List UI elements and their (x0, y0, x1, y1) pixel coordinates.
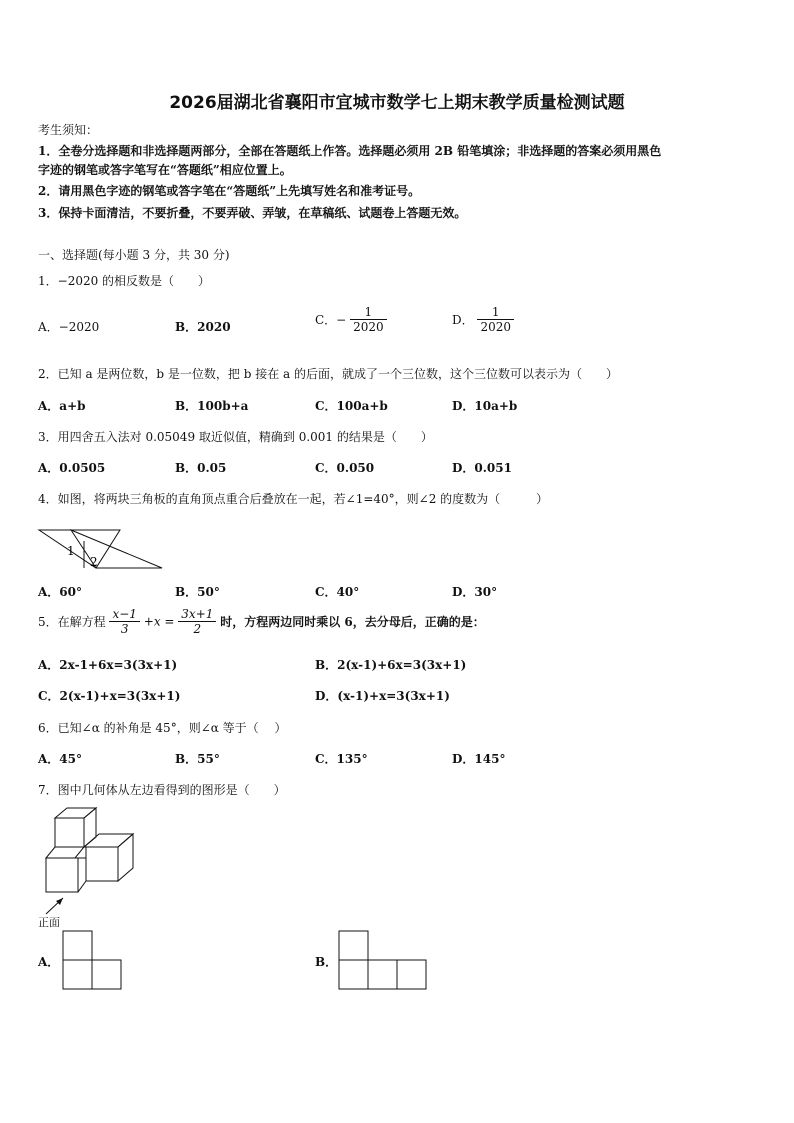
q1-option-a[interactable]: A．−2020 (38, 320, 100, 334)
q5-f2-denominator: 2 (178, 621, 216, 636)
q5-mid: +x = (143, 614, 175, 629)
notice-item-2: 2．请用黑色字迹的钢笔或答字笔在“答题纸”上先填写姓名和准考证号。 (38, 184, 421, 198)
q5-option-d[interactable]: D．(x-1)+x=3(3x+1) (315, 689, 450, 703)
q5-option-b[interactable]: B．2(x-1)+6x=3(3x+1) (315, 658, 467, 672)
page-title: 2026届湖北省襄阳市宜城市数学七上期末教学质量检测试题 (169, 93, 625, 113)
q7-option-a[interactable]: A． (38, 955, 60, 969)
q5-f1-denominator: 3 (109, 621, 139, 636)
q7-a-square-bottom-left (63, 960, 92, 989)
q7-b-square-bottom-3 (397, 960, 426, 989)
q1-stem: 1．−2020 的相反数是（ ） (38, 274, 211, 288)
q3-stem: 3．用四舍五入法对 0.05049 取近似值，精确到 0.001 的结果是（ ） (38, 430, 433, 444)
q3-option-a[interactable]: A．0.0505 (38, 461, 106, 475)
q1-option-c-label: C．− (315, 313, 347, 327)
q7-stem: 7．图中几何体从左边看得到的图形是（ ） (38, 783, 286, 797)
q1-option-d-fraction (477, 305, 514, 334)
q1-d-denominator: 2020 (477, 319, 514, 334)
q7-a-square-top (63, 931, 92, 960)
q7-option-b-figure (338, 930, 428, 992)
q7-option-a-figure (62, 930, 124, 992)
q5-stem-post: 时，方程两边同时乘以 6，去分母后，正确的是： (220, 615, 485, 629)
q4-option-c[interactable]: C．40° (315, 585, 360, 599)
q3-option-c[interactable]: C．0.050 (315, 461, 375, 475)
q7-cube-middle-front-face (86, 847, 118, 881)
q6-option-b[interactable]: B．55° (175, 752, 220, 766)
q5-stem (38, 607, 485, 636)
q7-b-square-top (339, 931, 368, 960)
q7-front-label: 正面 (38, 916, 60, 929)
notice-item-1: 1．全卷分选择题和非选择题两部分，全部在答题纸上作答。选择题必须用 2B 铅笔填涂；非选择题的答案必须用黑色 (38, 144, 662, 158)
q6-stem: 6．已知∠α 的补角是 45°，则∠α 等于（ ） (38, 721, 287, 735)
q3-option-b[interactable]: B．0.05 (175, 461, 227, 475)
q1-option-b[interactable]: B．2020 (175, 320, 231, 334)
q2-stem: 2．已知 a 是两位数，b 是一位数，把 b 接在 a 的后面，就成了一个三位数，这个三位数可以表示为（ ） (38, 367, 619, 381)
q5-stem-pre: 5．在解方程 (38, 615, 106, 629)
q7-cube-top-front-face (55, 818, 84, 847)
q7-cube-right-side-face (118, 834, 133, 881)
q4-triangle-figure (38, 526, 168, 572)
q1-option-c-fraction (350, 305, 387, 334)
q7-option-b[interactable]: B． (315, 955, 338, 969)
q5-f2-numerator: 3x+1 (181, 607, 214, 621)
q2-option-b[interactable]: B．100b+a (175, 399, 249, 413)
notice-item-3: 3．保持卡面清洁，不要折叠，不要弄破、弄皱，在草稿纸、试题卷上答题无效。 (38, 206, 467, 220)
q4-triangle-upper (39, 530, 120, 568)
q1-c-denominator: 2020 (350, 319, 387, 334)
q6-option-d[interactable]: D．145° (452, 752, 506, 766)
q1-option-c[interactable] (315, 305, 387, 334)
q7-b-square-bottom-2 (368, 960, 397, 989)
q4-option-a[interactable]: A．60° (38, 585, 83, 599)
q4-option-b[interactable]: B．50° (175, 585, 220, 599)
q7-cube-left-front-face (46, 858, 78, 892)
q6-option-c[interactable]: C．135° (315, 752, 368, 766)
q7-cube-edge-connector-2 (78, 881, 86, 892)
q5-fraction-1 (109, 607, 139, 636)
q4-angle-label-2: 2 (90, 555, 98, 569)
notice-heading: 考生须知： (38, 123, 99, 137)
q7-a-square-bottom-right (92, 960, 121, 989)
q4-stem: 4．如图，将两块三角板的直角顶点重合后叠放在一起，若∠1=40°，则∠2 的度数为（ ） (38, 492, 549, 506)
q2-option-d[interactable]: D．10a+b (452, 399, 518, 413)
q3-option-d[interactable]: D．0.051 (452, 461, 512, 475)
q5-option-a[interactable]: A．2x-1+6x=3(3x+1) (38, 658, 178, 672)
q7-b-square-bottom-1 (339, 960, 368, 989)
q6-option-a[interactable]: A．45° (38, 752, 83, 766)
q1-option-d[interactable] (452, 305, 514, 334)
section-heading: 一、选择题(每小题 3 分，共 30 分) (38, 248, 230, 262)
q4-option-d[interactable]: D．30° (452, 585, 498, 599)
q5-option-c[interactable]: C．2(x-1)+x=3(3x+1) (38, 689, 181, 703)
q4-angle-label-1: 1 (67, 544, 75, 558)
q1-c-numerator: 1 (364, 305, 373, 319)
q7-cube-stack-figure (38, 806, 148, 916)
q2-option-a[interactable]: A．a+b (38, 399, 86, 413)
q1-d-numerator: 1 (491, 305, 500, 319)
q5-fraction-2 (178, 607, 216, 636)
q1-option-d-label: D． (452, 313, 474, 327)
q2-option-c[interactable]: C．100a+b (315, 399, 388, 413)
q5-f1-numerator: x−1 (112, 607, 137, 621)
notice-item-1-cont: 字迹的钢笔或答字笔写在“答题纸”相应位置上。 (38, 163, 292, 177)
q7-cube-left-top-face (46, 847, 84, 858)
